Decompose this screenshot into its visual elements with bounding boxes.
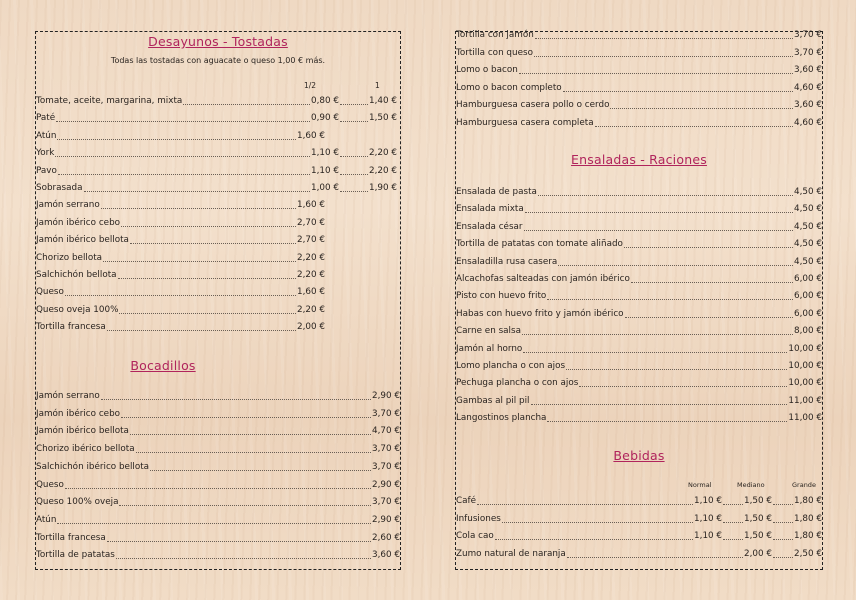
item-name: Alcachofas salteadas con jamón ibérico	[456, 274, 630, 284]
item-price: 3,70 €	[794, 47, 822, 58]
item-price: 10,00 €	[788, 343, 822, 354]
item-name: Hamburguesa casera completa	[456, 117, 594, 128]
dot-leader	[57, 523, 371, 524]
menu-item	[36, 148, 397, 159]
dot-leader	[101, 208, 296, 209]
menu-item	[456, 222, 822, 233]
item-name: Jamón ibérico bellota	[36, 235, 129, 246]
dot-leader	[101, 399, 371, 400]
dot-leader	[121, 226, 296, 227]
menu-item	[456, 239, 822, 250]
bocadillos-title: Bocadillos	[130, 358, 196, 373]
item-price: 4,70 €	[372, 426, 400, 437]
item-name: Carne en salsa	[456, 326, 521, 337]
item-name: Jamón ibérico cebo	[36, 217, 121, 228]
menu-item	[456, 83, 822, 94]
menu-item	[456, 514, 822, 525]
menu-item	[36, 305, 397, 316]
item-name: Zumo natural de naranja	[456, 548, 566, 559]
menu-item	[36, 409, 400, 420]
dot-leader	[610, 108, 793, 109]
item-name: Salchichón bellota	[36, 270, 117, 280]
menu-item	[36, 391, 400, 402]
dot-leader	[84, 191, 311, 192]
menu-item	[456, 344, 822, 355]
dot-leader	[531, 404, 788, 405]
item-name: Queso	[36, 287, 64, 298]
dot-leader	[538, 195, 793, 196]
dot-leader	[525, 212, 793, 213]
item-name: Atún	[36, 130, 57, 141]
item-price: 6,00 €	[794, 291, 822, 302]
price-full: 1,40 €	[369, 96, 397, 106]
price-half: 2,70 €	[297, 217, 325, 228]
item-price: 10,00 €	[788, 361, 822, 371]
item-name: Langostinos plancha	[456, 413, 547, 424]
item-name: Infusiones	[456, 513, 501, 524]
item-price: 4,50 €	[794, 187, 822, 197]
menu-item	[456, 396, 822, 407]
item-price: 3,70 €	[372, 444, 400, 455]
col-grande-header: Grande	[792, 481, 816, 489]
price-mediano: 2,00 €	[744, 548, 773, 559]
price-grande: 1,80 €	[794, 531, 822, 541]
item-price: 11,00 €	[788, 395, 822, 406]
menu-item	[456, 531, 822, 542]
price-grande: 1,80 €	[794, 513, 822, 524]
item-name: Jamón serrano	[36, 200, 100, 211]
price-half: 2,20 €	[297, 304, 325, 315]
desayunos-title: Desayunos - Tostadas	[148, 34, 288, 49]
dot-leader	[595, 126, 793, 127]
item-name: Chorizo ibérico bellota	[36, 444, 135, 455]
dot-leader	[130, 434, 371, 435]
col-mediano-header: Mediano	[737, 481, 765, 489]
price-full: 1,50 €	[369, 113, 397, 124]
menu-item	[456, 361, 822, 372]
item-name: Lomo o bacon	[456, 65, 518, 75]
price-grande: 2,50 €	[794, 548, 822, 559]
menu-item	[36, 515, 400, 526]
menu-item	[456, 65, 822, 76]
item-price: 11,00 €	[788, 413, 822, 424]
menu-item	[456, 291, 822, 302]
item-price: 8,00 €	[794, 326, 822, 337]
dot-leader	[65, 295, 296, 296]
price-normal: 1,10 €	[694, 513, 723, 524]
price-half: 1,10 €	[311, 148, 340, 159]
menu-item	[456, 257, 822, 268]
item-name: Pavo	[36, 165, 57, 176]
menu-item	[36, 166, 397, 177]
price-full: 1,90 €	[369, 183, 397, 193]
dot-leader	[130, 243, 296, 244]
item-name: Tomate, aceite, margarina, mixta	[36, 96, 183, 106]
item-price: 2,60 €	[372, 532, 400, 543]
item-name: Tortilla francesa	[36, 322, 106, 333]
dot-leader	[524, 230, 793, 231]
item-price: 3,60 €	[794, 100, 822, 110]
item-name: Tortilla francesa	[36, 532, 106, 543]
menu-item	[456, 309, 822, 320]
item-name: Sobrasada	[36, 183, 83, 193]
item-price: 3,70 €	[372, 497, 400, 508]
item-name: Pechuga plancha o con ajos	[456, 378, 579, 389]
item-price: 3,60 €	[372, 550, 400, 561]
item-price: 4,60 €	[794, 117, 822, 128]
item-name: Habas con huevo frito y jamón ibérico	[456, 308, 624, 319]
item-name: Jamón ibérico cebo	[36, 408, 121, 419]
price-normal: 1,10 €	[694, 531, 723, 541]
item-name: Paté	[36, 113, 56, 124]
menu-item	[36, 253, 397, 264]
dot-leader	[477, 504, 693, 505]
item-price: 4,50 €	[794, 239, 822, 250]
item-name: Atún	[36, 514, 57, 525]
tostadas-note: Todas las tostadas con aguacate o queso 1,00 € más.	[110, 56, 326, 65]
dot-leader	[558, 265, 793, 266]
price-mediano: 1,50 €	[744, 496, 773, 506]
menu-item	[36, 533, 400, 544]
item-name: Gambas al pil pil	[456, 395, 530, 406]
dot-leader	[107, 541, 371, 542]
item-name: Chorizo bellota	[36, 252, 103, 263]
dot-leader	[65, 488, 371, 489]
price-half: 0,80 €	[311, 96, 340, 106]
price-half: 1,60 €	[297, 287, 325, 298]
menu-item	[36, 322, 397, 333]
dot-leader	[625, 317, 793, 318]
item-name: Hamburguesa casera pollo o cerdo	[456, 100, 610, 110]
item-name: Café	[456, 496, 477, 506]
menu-item	[36, 96, 397, 107]
price-grande: 1,80 €	[794, 496, 822, 506]
menu-item	[36, 287, 397, 298]
price-mediano: 1,50 €	[744, 531, 773, 541]
price-half: 1,60 €	[297, 200, 325, 211]
menu-item	[456, 118, 822, 129]
dot-leader	[118, 278, 296, 279]
dot-leader	[567, 557, 743, 558]
dot-leader	[116, 558, 371, 559]
dot-leader	[340, 191, 368, 192]
item-name: Tortilla de patatas con tomate aliñado	[456, 239, 623, 250]
item-price: 3,60 €	[794, 65, 822, 75]
dot-leader	[773, 522, 793, 523]
dot-leader	[183, 104, 310, 105]
col-half-header: 1/2	[304, 81, 317, 90]
dot-leader	[522, 334, 793, 335]
item-price: 4,50 €	[794, 204, 822, 215]
menu-item	[36, 235, 397, 246]
col-normal-header: Normal	[688, 481, 712, 489]
dot-leader	[547, 421, 787, 422]
dot-leader	[57, 139, 296, 140]
item-name: Jamón al horno	[456, 343, 523, 354]
dot-leader	[502, 522, 693, 523]
col-full-header: 1	[375, 81, 380, 90]
dot-leader	[340, 174, 368, 175]
left-menu-panel	[35, 31, 401, 570]
menu-item	[456, 413, 822, 424]
item-price: 6,00 €	[794, 308, 822, 319]
item-price: 2,90 €	[372, 514, 400, 525]
menu-item	[456, 378, 822, 389]
item-price: 4,50 €	[794, 221, 822, 232]
dot-leader	[773, 539, 793, 540]
price-half: 1,00 €	[311, 183, 340, 193]
dot-leader	[773, 504, 793, 505]
item-name: Jamón serrano	[36, 391, 100, 401]
dot-leader	[773, 557, 793, 558]
dot-leader	[340, 104, 368, 105]
menu-item	[456, 100, 822, 111]
price-half: 2,70 €	[297, 235, 325, 246]
dot-leader	[119, 313, 296, 314]
price-half: 0,90 €	[311, 113, 340, 124]
price-normal: 1,10 €	[694, 496, 723, 506]
item-name: York	[36, 148, 55, 159]
menu-item	[36, 480, 400, 491]
item-name: Jamón ibérico bellota	[36, 426, 129, 437]
dot-leader	[519, 73, 793, 74]
menu-item	[456, 30, 822, 41]
item-name: Tortilla con queso	[456, 47, 533, 58]
dot-leader	[340, 156, 368, 157]
menu-item	[36, 270, 397, 281]
menu-item	[36, 444, 400, 455]
dot-leader	[723, 539, 743, 540]
bebidas-title: Bebidas	[613, 448, 665, 463]
menu-item	[36, 462, 400, 473]
price-half: 1,10 €	[311, 165, 340, 176]
price-mediano: 1,50 €	[744, 513, 773, 524]
item-name: Tortilla con jamón	[456, 30, 534, 40]
item-name: Lomo o bacon completo	[456, 82, 562, 93]
dot-leader	[723, 522, 743, 523]
menu-item	[36, 183, 397, 194]
item-price: 2,90 €	[372, 391, 400, 401]
dot-leader	[103, 261, 296, 262]
dot-leader	[523, 352, 787, 353]
dot-leader	[624, 247, 793, 248]
item-price: 10,00 €	[788, 378, 822, 389]
dot-leader	[547, 299, 793, 300]
item-name: Queso	[36, 479, 64, 490]
item-price: 4,60 €	[794, 82, 822, 93]
item-price: 3,70 €	[372, 461, 400, 472]
menu-item	[456, 274, 822, 285]
dot-leader	[534, 56, 793, 57]
dot-leader	[56, 121, 310, 122]
price-full: 2,20 €	[369, 148, 397, 159]
item-name: Ensaladilla rusa casera	[456, 256, 558, 267]
price-half: 2,00 €	[297, 322, 325, 333]
menu-item	[36, 550, 400, 561]
dot-leader	[723, 504, 743, 505]
menu-item	[36, 218, 397, 229]
dot-leader	[55, 156, 310, 157]
item-name: Queso 100% oveja	[36, 497, 119, 508]
item-name: Lomo plancha o con ajos	[456, 361, 566, 371]
menu-item	[456, 326, 822, 337]
menu-item	[456, 549, 822, 560]
menu-item	[36, 131, 397, 142]
dot-leader	[566, 369, 787, 370]
item-name: Pisto con huevo frito	[456, 291, 547, 302]
menu-item	[36, 497, 400, 508]
item-name: Queso oveja 100%	[36, 304, 119, 315]
item-name: Ensalada mixta	[456, 204, 524, 215]
item-name: Salchichón ibérico bellota	[36, 461, 150, 472]
menu-item	[456, 187, 822, 198]
item-price: 3,70 €	[794, 30, 822, 40]
dot-leader	[107, 330, 296, 331]
dot-leader	[579, 386, 787, 387]
dot-leader	[150, 470, 371, 471]
dot-leader	[121, 417, 371, 418]
menu-item	[456, 496, 822, 507]
dot-leader	[58, 174, 310, 175]
dot-leader	[495, 539, 693, 540]
price-half: 2,20 €	[297, 252, 325, 263]
item-name: Ensalada césar	[456, 221, 523, 232]
dot-leader	[136, 452, 371, 453]
item-price: 2,90 €	[372, 479, 400, 490]
menu-item	[456, 204, 822, 215]
ensaladas-title: Ensaladas - Raciones	[571, 152, 707, 167]
right-menu-panel	[455, 31, 823, 570]
item-name: Cola cao	[456, 531, 494, 541]
item-price: 6,00 €	[794, 274, 822, 284]
price-half: 1,60 €	[297, 130, 325, 141]
price-half: 2,20 €	[297, 270, 325, 280]
menu-item	[36, 426, 400, 437]
menu-item	[36, 200, 397, 211]
price-full: 2,20 €	[369, 165, 397, 176]
item-name: Ensalada de pasta	[456, 187, 537, 197]
dot-leader	[340, 121, 368, 122]
item-name: Tortilla de patatas	[36, 550, 115, 561]
dot-leader	[119, 505, 371, 506]
menu-item	[36, 113, 397, 124]
menu-item	[456, 48, 822, 59]
dot-leader	[631, 282, 793, 283]
item-price: 4,50 €	[794, 256, 822, 267]
dot-leader	[563, 91, 793, 92]
item-price: 3,70 €	[372, 408, 400, 419]
dot-leader	[535, 38, 793, 39]
